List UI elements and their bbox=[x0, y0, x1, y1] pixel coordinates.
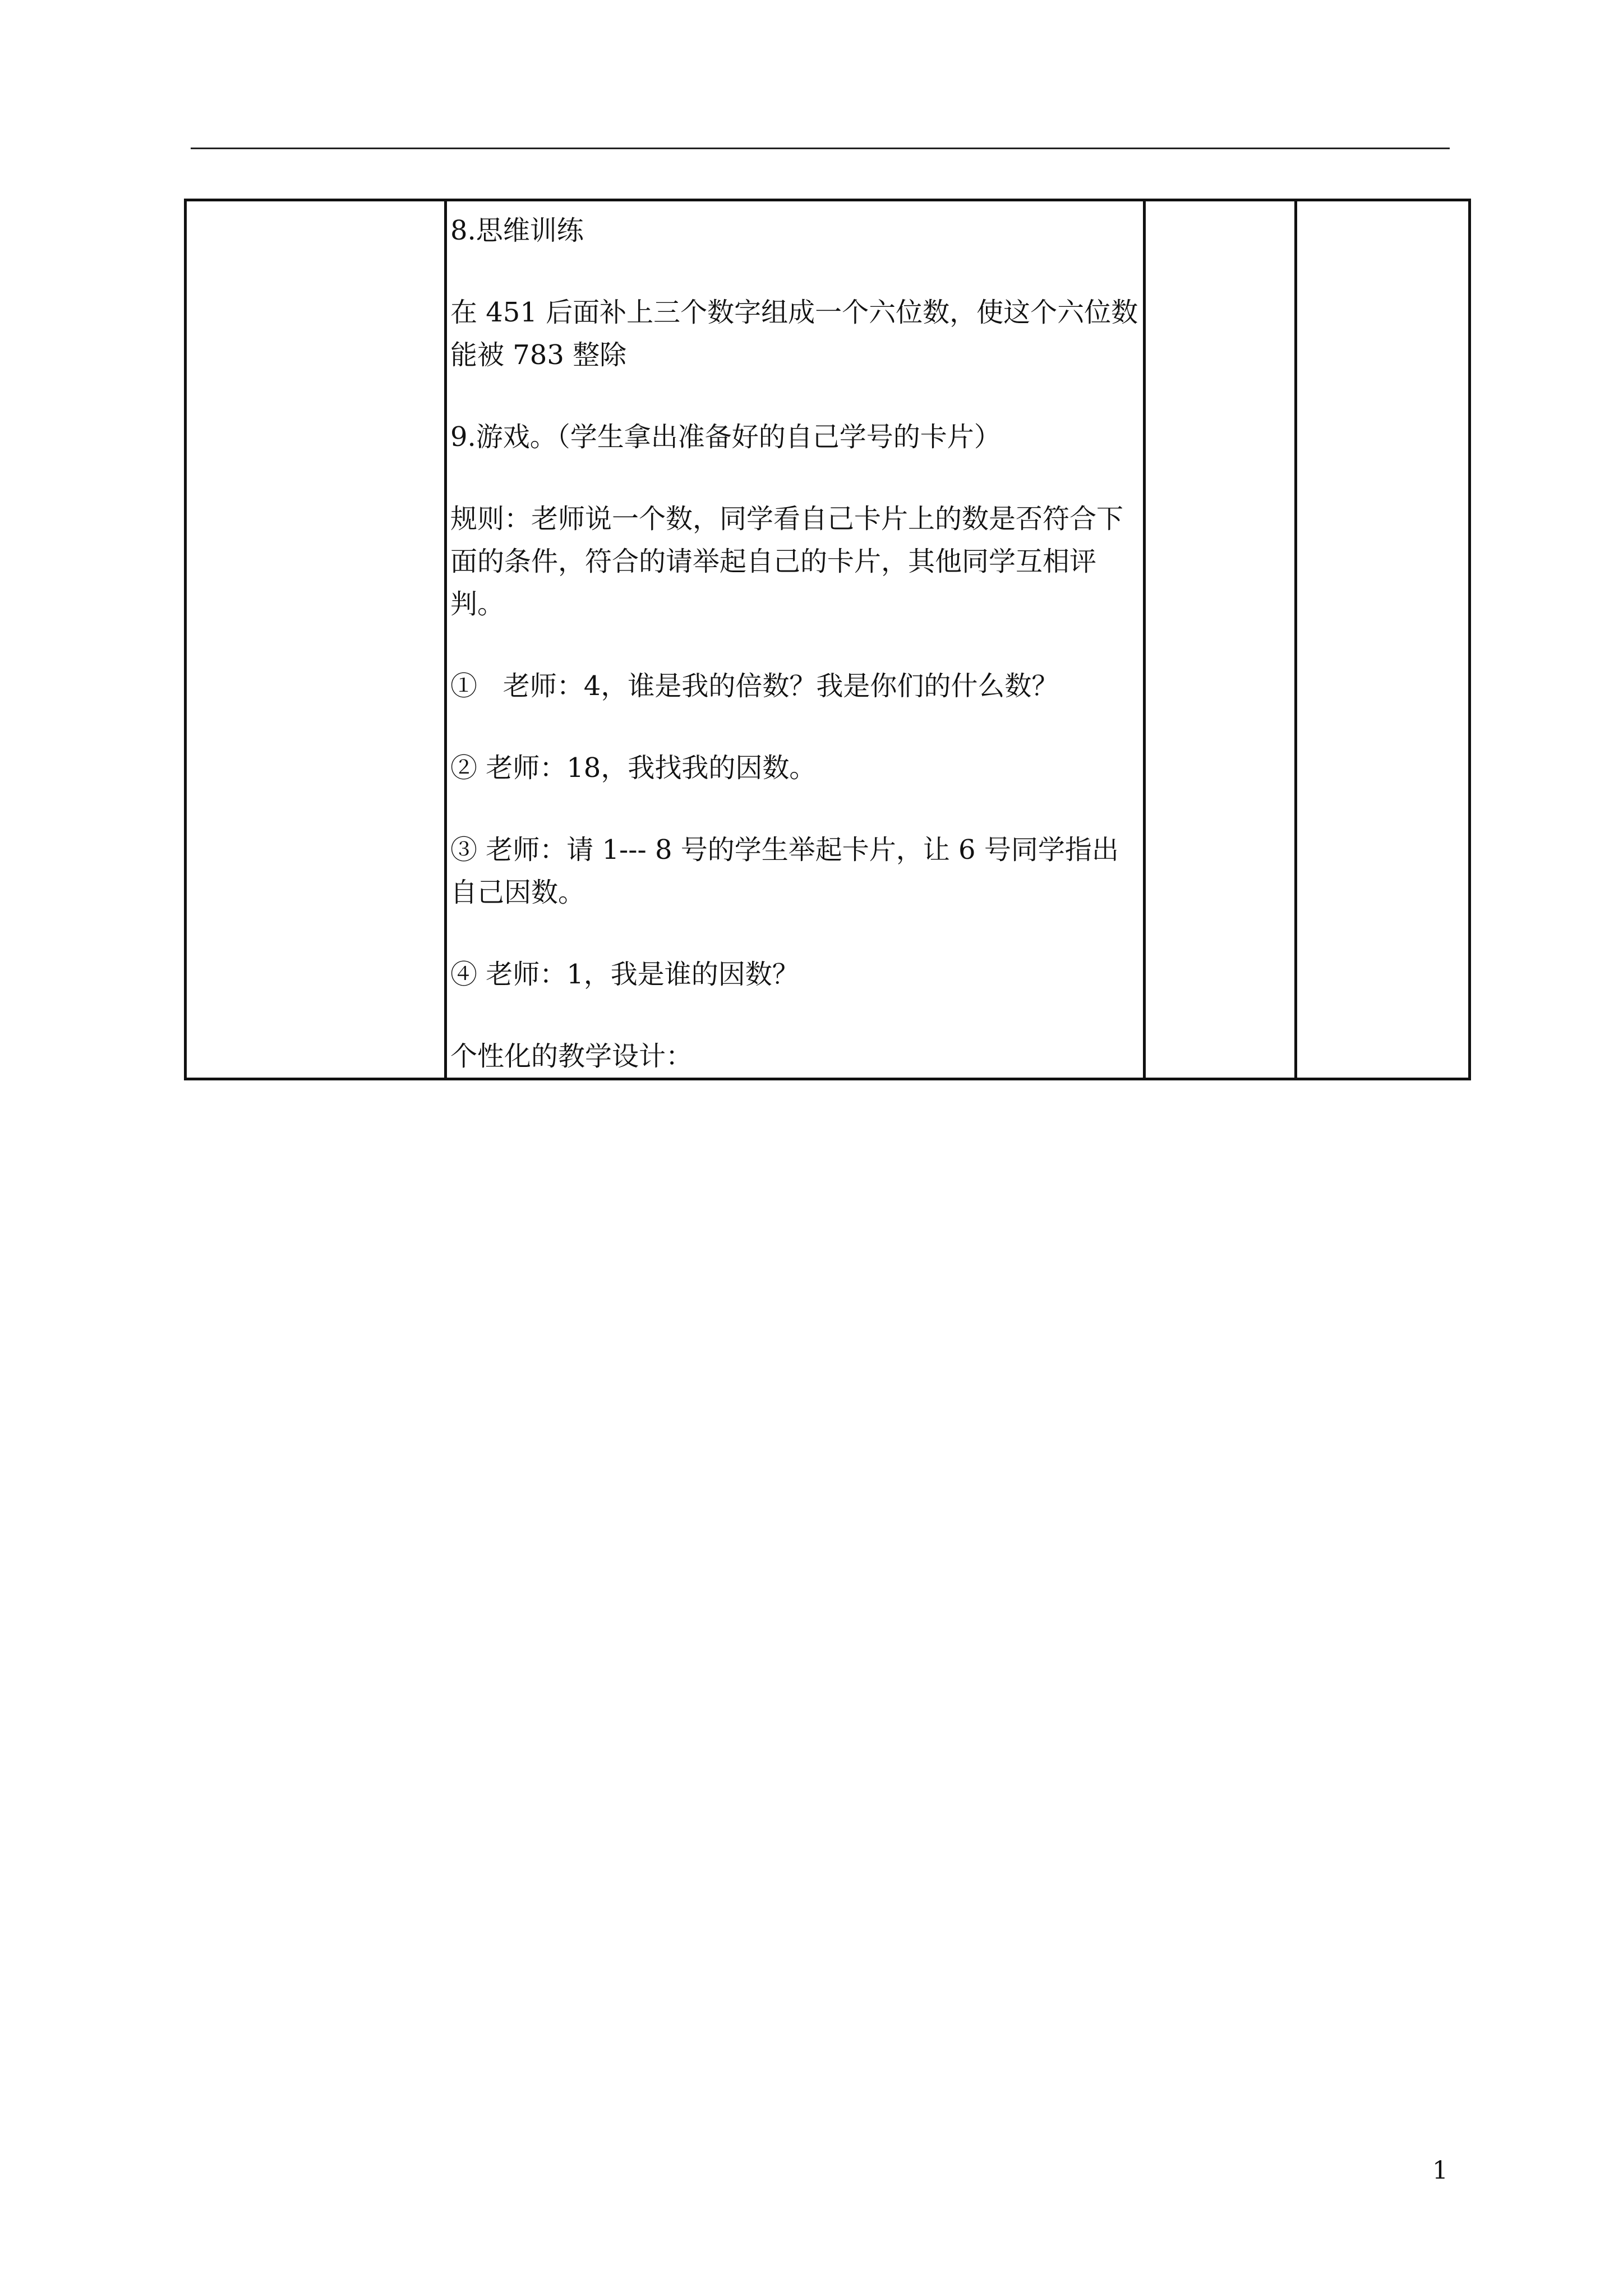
list-item-2: ② 老师：18，我找我的因数。 bbox=[450, 752, 817, 784]
paragraph-rules: 规则：老师说一个数，同学看自己卡片上的数是否符合下面的条件，符合的请举起自己的卡片，其他同学互相评判。 bbox=[450, 503, 1124, 620]
empty-cell-third bbox=[1145, 200, 1296, 1079]
header-rule bbox=[191, 148, 1450, 149]
paragraph-six-digit-problem: 在 451 后面补上三个数字组成一个六位数，使这个六位数能被 783 整除 bbox=[450, 297, 1138, 371]
empty-cell-right bbox=[1296, 200, 1470, 1079]
list-item-4: ④ 老师：1，我是谁的因数？ bbox=[450, 959, 799, 990]
lesson-plan-table bbox=[184, 199, 1471, 1080]
paragraph-personalized-design: 个性化的教学设计： bbox=[450, 1041, 693, 1072]
empty-cell-left bbox=[186, 200, 446, 1079]
section-heading-thinking-training: 8.思维训练 bbox=[450, 215, 584, 246]
content-cell bbox=[446, 200, 1145, 1079]
list-item-3: ③ 老师：请 1--- 8 号的学生举起卡片，让 6 号同学指出自己因数。 bbox=[450, 834, 1119, 908]
page-number: 1 bbox=[1432, 2156, 1448, 2185]
content-cell-body bbox=[447, 201, 1143, 1078]
list-item-1: ① 老师：4，谁是我的倍数？我是你们的什么数？ bbox=[450, 670, 1059, 702]
section-heading-game: 9.游戏。（学生拿出准备好的自己学号的卡片） bbox=[450, 421, 1001, 453]
table-row bbox=[186, 200, 1470, 1079]
